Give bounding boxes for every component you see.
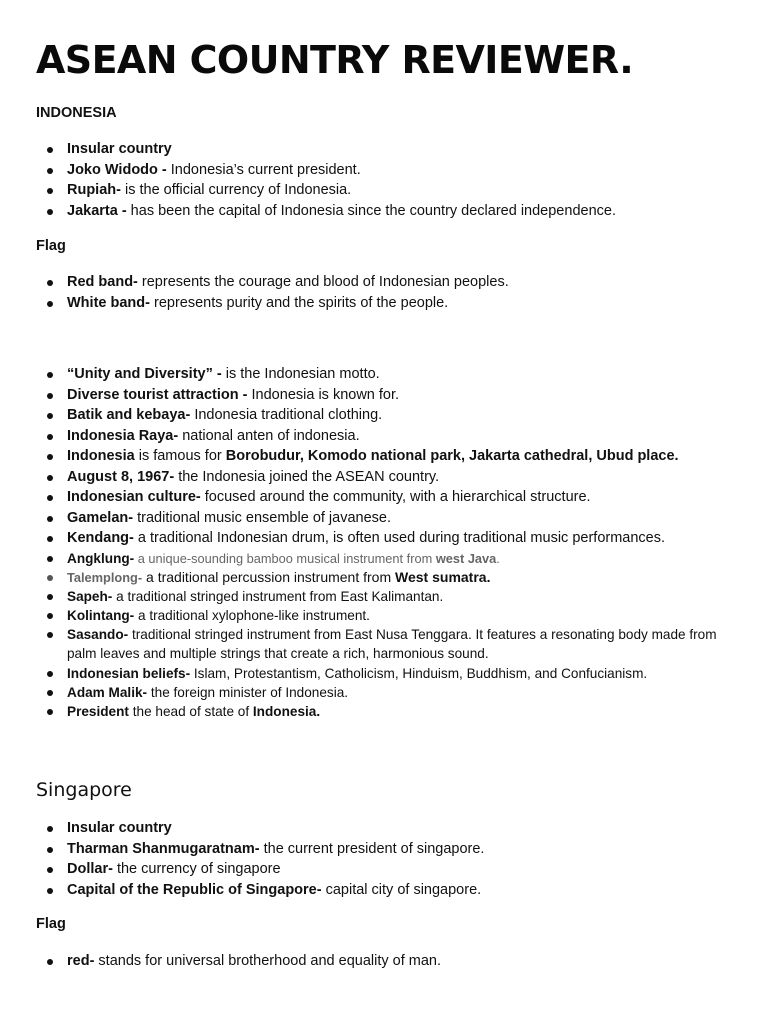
singapore-facts-list [0,818,740,900]
list-item: Kolintang- a traditional xylophone-like instrument. [0,606,740,625]
list-item: Kendang- a traditional Indonesian drum, is often used during traditional music performances. [0,528,740,549]
list-item: Talemplong- a traditional percussion instrument from West sumatra. [0,568,740,587]
indonesia-facts-list [0,139,740,221]
flag-heading-singapore: Flag [36,916,66,932]
section-heading-indonesia: INDONESIA [36,105,117,121]
list-item: Diverse tourist attraction - Indonesia is known for. [0,385,740,406]
list-item: August 8, 1967- the Indonesia joined the ASEAN country. [0,467,740,488]
list-item: White band- represents purity and the spirits of the people. [0,293,740,314]
document-title: ASEAN COUNTRY REVIEWER. [36,38,634,82]
flag-heading-indonesia: Flag [36,238,66,254]
list-item: Batik and kebaya- Indonesia traditional clothing. [0,405,740,426]
list-item: Dollar- the currency of singapore [0,859,740,880]
list-item: Indonesian culture- focused around the community, with a hierarchical structure. [0,487,740,508]
list-item: Joko Widodo - Indonesia’s current president. [0,160,740,181]
list-item: President the head of state of Indonesia. [0,702,740,721]
section-heading-singapore: Singapore [36,779,132,801]
list-item: Indonesia is famous for Borobudur, Komodo national park, Jakarta cathedral, Ubud place. [0,446,740,467]
list-item: Sasando- traditional stringed instrument from East Nusa Tenggara. It features a resonating body made from palm leaves and multiple strings that create a rich, harmonious sound. [0,625,740,663]
list-item: Gamelan- traditional music ensemble of javanese. [0,508,740,529]
singapore-flag-list [0,951,740,972]
list-item: Capital of the Republic of Singapore- capital city of singapore. [0,880,740,901]
list-item: Red band- represents the courage and blood of Indonesian peoples. [0,272,740,293]
indonesia-flag-list [0,272,740,313]
list-item: Indonesian beliefs- Islam, Protestantism, Catholicism, Hinduism, Buddhism, and Confucianism. [0,664,740,683]
list-item: Adam Malik- the foreign minister of Indonesia. [0,683,740,702]
list-item: “Unity and Diversity” - is the Indonesian motto. [0,364,740,385]
list-item: Rupiah- is the official currency of Indonesia. [0,180,740,201]
list-item: red- stands for universal brotherhood and equality of man. [0,951,740,972]
indonesia-more-list [0,364,740,721]
list-item: Sapeh- a traditional stringed instrument from East Kalimantan. [0,587,740,606]
list-item: Indonesia Raya- national anten of indonesia. [0,426,740,447]
list-item: Jakarta - has been the capital of Indonesia since the country declared independence. [0,201,740,222]
list-item: Angklung- a unique-sounding bamboo musical instrument from west Java. [0,549,740,568]
list-item: Tharman Shanmugaratnam- the current president of singapore. [0,839,740,860]
list-item: Insular country [0,818,740,839]
list-item: Insular country [0,139,740,160]
